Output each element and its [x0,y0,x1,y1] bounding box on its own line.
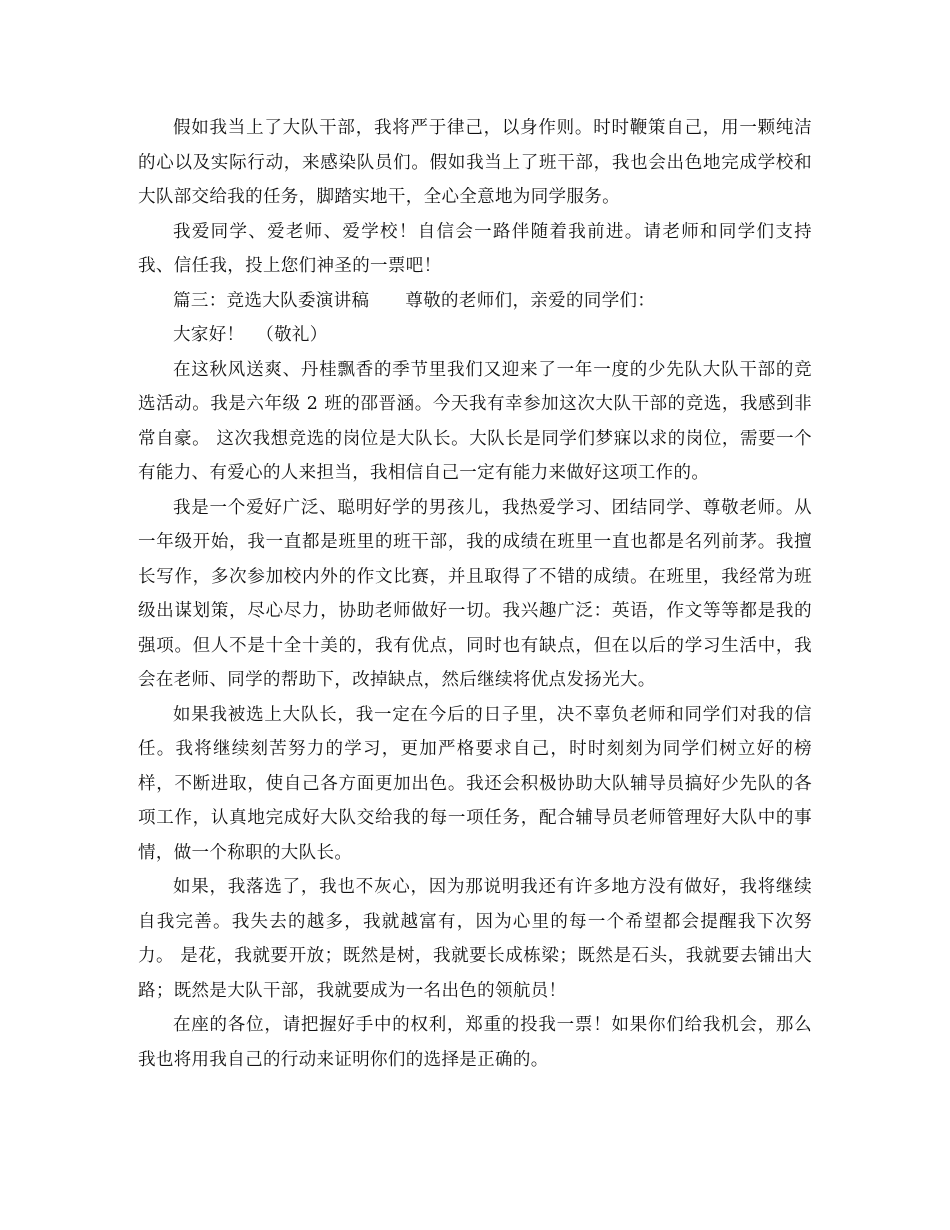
paragraph-introduction: 在这秋风送爽、丹桂飘香的季节里我们又迎来了一年一度的少先队大队干部的竞选活动。我是六年级 2 班的邵晋涵。今天我有幸参加这次大队干部的竞选，我感到非常自豪。 这次我想竞选的岗位是大队长。大队长是同学们梦寐以求的岗位，需要一个有能力、有爱心的人来担当，我相信自己一定有能力来做好这项工作的。 [138,359,812,483]
section-title: 篇三：竞选大队委演讲稿 [173,290,370,311]
salutation: 尊敬的老师们，亲爱的同学们： [405,290,656,311]
document-body [138,111,812,1077]
paragraph-closing: 在座的各位，请把握好手中的权利，郑重的投我一票！如果你们给我机会，那么我也将用我自己的行动来证明你们的选择是正确的。 [138,1015,812,1070]
paragraph-if-not-elected: 如果，我落选了，我也不灰心，因为那说明我还有许多地方没有做好，我将继续自我完善。我失去的越多，我就越富有，因为心里的每一个希望都会提醒我下次努力。 是花，我就要开放；既然是树，我就要长成栋梁；既然是石头，我就要去铺出大路；既然是大队干部，我就要成为一名出色的领航员！ [138,877,812,1001]
greeting: 大家好！ （敬礼） [173,325,328,345]
section-heading-line [138,284,812,319]
paragraph-commitment: 假如我当上了大队干部，我将严于律己，以身作则。时时鞭策自己，用一颗纯洁的心以及实际行动，来感染队员们。假如我当上了班干部，我也会出色地完成学校和大队部交给我的任务，脚踏实地干，全心全意地为同学服务。 [138,118,812,207]
paragraph-self-description: 我是一个爱好广泛、聪明好学的男孩儿，我热爱学习、团结同学、尊敬老师。从一年级开始，我一直都是班里的班干部，我的成绩在班里一直也都是名列前茅。我擅长写作，多次参加校内外的作文比赛，并且取得了不错的成绩。在班里，我经常为班级出谋划策，尽心尽力，协助老师做好一切。我兴趣广泛：英语，作文等等都是我的强项。但人不是十全十美的，我有优点，同时也有缺点，但在以后的学习生活中，我会在老师、同学的帮助下，改掉缺点，然后继续将优点发扬光大。 [138,497,812,690]
paragraph-if-elected: 如果我被选上大队长，我一定在今后的日子里，决不辜负老师和同学们对我的信任。我将继续刻苦努力的学习，更加严格要求自己，时时刻刻为同学们树立好的榜样，不断进取，使自己各方面更加出色。我还会积极协助大队辅导员搞好少先队的各项工作，认真地完成好大队交给我的每一项任务，配合辅导员老师管理好大队中的事情，做一个称职的大队长。 [138,704,812,863]
paragraph-support-request: 我爱同学、爱老师、爱学校！自信会一路伴随着我前进。请老师和同学们支持我、信任我，投上您们神圣的一票吧！ [138,221,812,276]
